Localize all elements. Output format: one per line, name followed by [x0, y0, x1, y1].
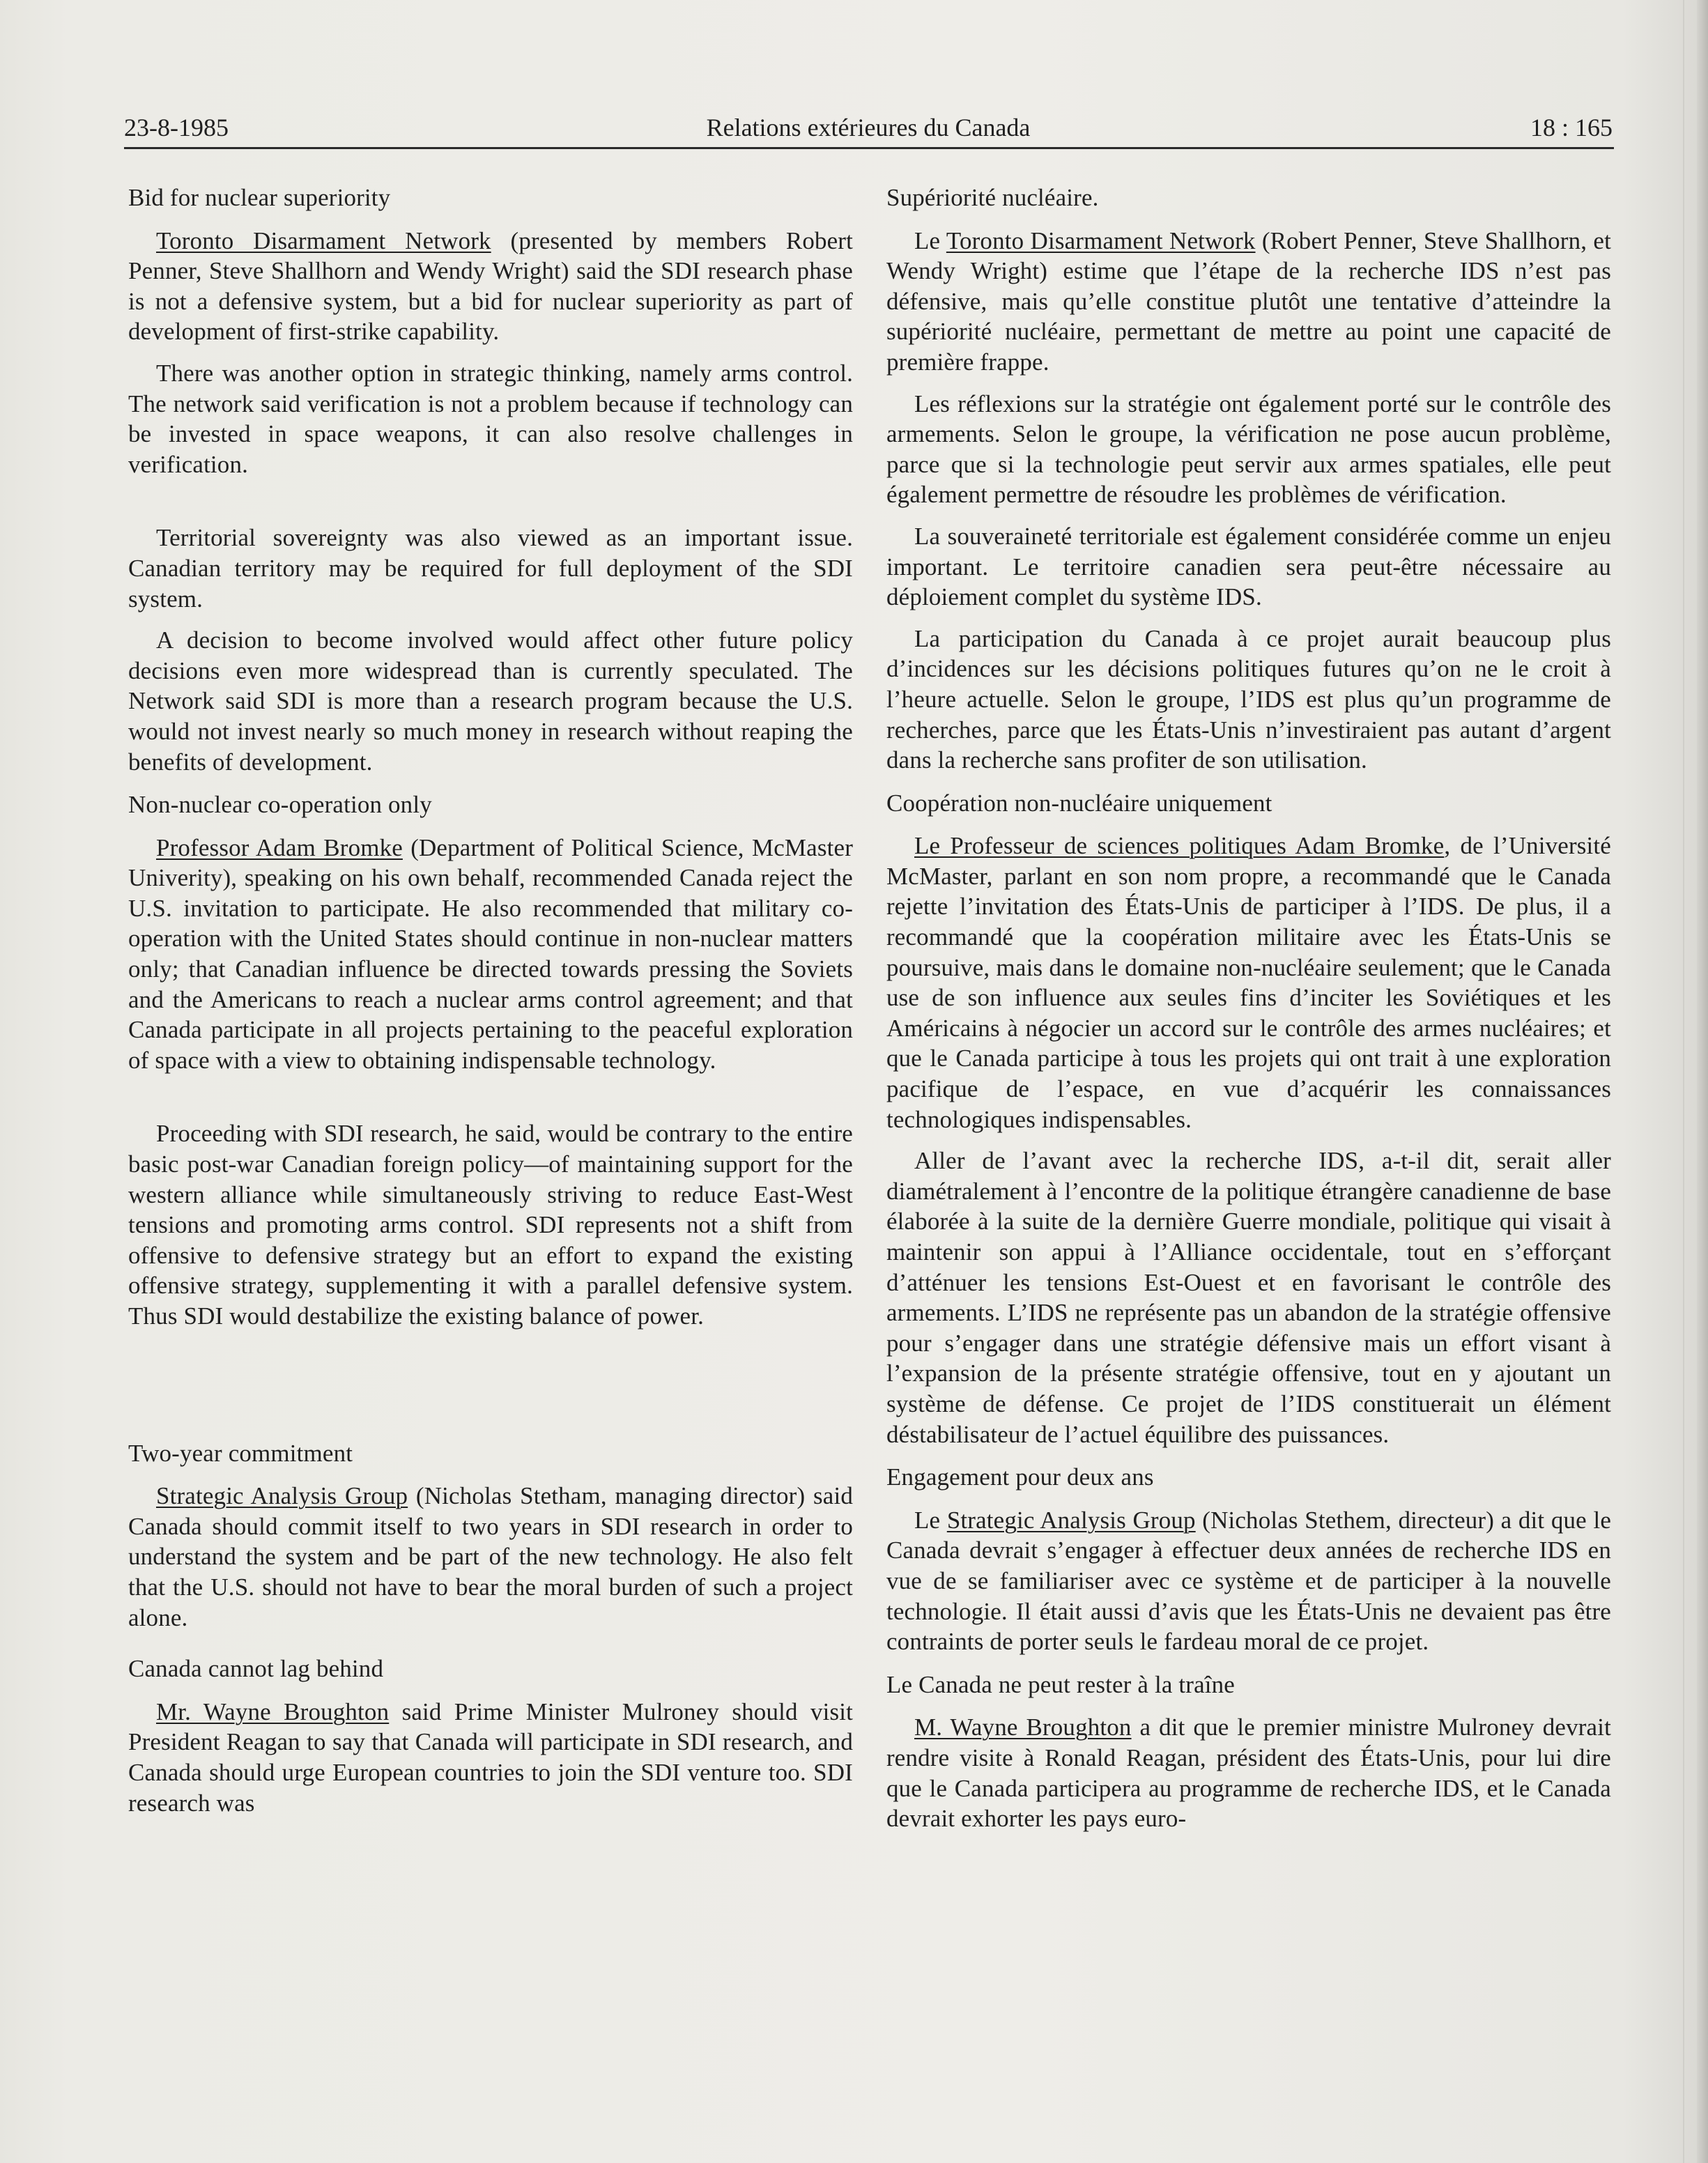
- paragraph-text: (Department of Political Science, McMaster Univerity), speaking on his own behalf, recommended Canada reject the U.S. invitation to participate. He also recommended that military co-operation with the United States should continue in non-nuclear matters only; that Canadian influence be directed towards pressing the Soviets and the Americans to reach a nuclear arms control agreement; and that Canada participate in all projects pertaining to the peaceful exploration of space with a view to obtaining indispensable technology.: [128, 833, 853, 1074]
- paragraph-controle-fr: Les réflexions sur la stratégie ont également porté sur le contrôle des armements. Selon le groupe, la vérification ne pose aucun problème, parce que si la technologie peut servir aux armes spatiales, elle peut également permettre de résoudre les problèmes de vérification.: [886, 390, 1611, 509]
- page-edge: [1697, 0, 1708, 2163]
- paragraph-tdn-fr: Le Toronto Disarmament Network (Robert Penner, Steve Shallhorn, et Wendy Wright) estime que l’étape de la recherche IDS n’est pas défensive, mais qu’elle constitue plutôt une tentative d’atteindre la supériorité nucléaire, permettant de mettre au point une capacité de première frappe.: [886, 226, 1611, 376]
- paragraph-text: (Robert Penner, Steve Shallhorn, et Wendy Wright) estime que l’étape de la recherche IDS n’est pas défensive, mais qu’elle constitue plutôt une tentative d’atteindre la supériorité nucléaire, permettant de mettre au point une capacité de première frappe.: [886, 226, 1611, 376]
- paragraph-broughton: [128, 1697, 853, 1818]
- header-page-number: 18 : 165: [1530, 114, 1613, 141]
- paragraph-strategic-analysis-fr: Le Strategic Analysis Group (Nicholas Stethem, directeur) a dit que le Canada devrait s’engager à effectuer deux années de recherche IDS en vue de se familiariser avec ce système et de participer à la nouvelle technologie. Il était aussi d’avis que les États-Unis ne devaient pas être contraints de porter seuls le fardeau moral de ce projet.: [886, 1506, 1611, 1656]
- paragraph-text: (Nicholas Stetham, managing director) said Canada should commit itself to two years in SDI research in order to understand the system and be part of the new technology. He also felt that the U.S. should not have to bear the moral burden of such a project alone.: [128, 1482, 854, 1631]
- paragraph-text: (Nicholas Stethem, directeur) a dit que le Canada devrait s’engager à effectuer deux années de recherche IDS en vue de se familiariser avec ce système et de participer à la nouvelle technologie. Il était aussi d’avis que les États-Unis ne devaient pas être contraints de porter seuls le fardeau moral de ce projet.: [886, 1506, 1611, 1656]
- paragraph-broughton-fr: [886, 1712, 1611, 1833]
- speaker-name: Le Professeur de sciences politiques Adam Bromke: [914, 832, 1445, 860]
- section-heading-cooperation: Coopération non-nucléaire uniquement: [886, 789, 1272, 817]
- section-heading-lag-behind: Canada cannot lag behind: [128, 1655, 384, 1683]
- speaker-name: Strategic Analysis Group: [946, 1506, 1196, 1534]
- header-rule: [124, 147, 1614, 149]
- paragraph-text: a dit que le premier ministre Mulroney devrait rendre visite à Ronald Reagan, président des États-Unis, pour lui dire que le Canada participera au programme de recherche IDS, et le Canada devrait exhorter les pays euro-: [886, 1714, 1611, 1833]
- section-heading-bid: Bid for nuclear superiority: [128, 184, 391, 211]
- paragraph-bromke: [128, 833, 853, 1076]
- speaker-name: Toronto Disarmament Network: [156, 226, 491, 254]
- section-heading-traine: Le Canada ne peut rester à la traîne: [886, 1670, 1235, 1698]
- speaker-name: M. Wayne Broughton: [914, 1714, 1132, 1741]
- speaker-name: Professor Adam Bromke: [156, 833, 403, 861]
- paragraph-tdn: [128, 226, 853, 347]
- paragraph-souverainete-fr: La souveraineté territoriale est également considérée comme un enjeu important. Le territoire canadien sera peut-être nécessaire au déploiement complet du système IDS.: [886, 522, 1611, 611]
- paragraph-strategic-analysis: [128, 1481, 853, 1633]
- paragraph-avant-fr: Aller de l’avant avec la recherche IDS, a-t-il dit, serait aller diamétralement à l’encontre de la politique étrangère canadienne de base élaborée à la suite de la dernière Guerre mondiale, politique qui visait à maintenir son appui à l’Alliance occidentale, tout en s’efforçant d’atténuer les tensions Est-Ouest et en favorisant le contrôle des armements. L’IDS ne représente pas un abandon de la stratégie offensive pour s’engager dans une stratégie défensive mais un effort visant à l’expansion de la présente stratégie offensive, tout en y ajoutant un système de défense. Ce projet de l’IDS constituerait un élément déstabilisateur de l’actuel équilibre des puissances.: [886, 1147, 1611, 1448]
- speaker-name: Strategic Analysis Group: [156, 1482, 408, 1510]
- section-heading-two-year: Two-year commitment: [128, 1439, 353, 1467]
- paragraph-bromke-fr: [886, 831, 1611, 1134]
- paragraph-arms-control: There was another option in strategic thinking, namely arms control. The network said verification is not a problem because if technology can be invested in space weapons, it can also resolve challenges in verification.: [128, 359, 853, 478]
- paragraph-text: , de l’Université McMaster, parlant en son nom propre, a recommandé que le Canada rejette l’invitation des États-Unis de participer à l’IDS. De plus, il a recommandé que la coopération militaire avec les États-Unis se poursuive, mais dans le domaine non-nucléaire seulement; que le Canada use de son influence aux seules fins d’inciter les Soviétiques et les Américains à négocier un accord sur le contrôle des armes nucléaires; et que le Canada participe à tous les projets qui ont trait à une exploration pacifique de l’espace, en vue d’acquérir les connaissances technologiques indispensables.: [886, 832, 1611, 1133]
- paragraph-sovereignty: Territorial sovereignty was also viewed as an important issue. Canadian territory may be required for full deployment of the SDI system.: [128, 524, 853, 613]
- section-heading-non-nuclear: Non-nuclear co-operation only: [128, 791, 432, 819]
- paragraph-decision: A decision to become involved would affect other future policy decisions even more widespread than is currently speculated. The Network said SDI is more than a research program because the U.S. would not invest nearly so much money in research without reaping the benefits of development.: [128, 626, 853, 776]
- speaker-name: Toronto Disarmament Network: [946, 226, 1256, 254]
- section-heading-superiorite: Supériorité nucléaire.: [886, 184, 1099, 211]
- section-heading-engagement: Engagement pour deux ans: [886, 1463, 1154, 1491]
- running-header: [124, 110, 1613, 145]
- speaker-name: Mr. Wayne Broughton: [156, 1698, 390, 1725]
- english-column: [128, 183, 853, 1818]
- paragraph-sdi-contrary: Proceeding with SDI research, he said, would be contrary to the entire basic post-war Canadian foreign policy—of maintaining support for the western alliance while simultaneously striving to reduce East-West tensions and promoting arms control. SDI represents not a shift from offensive to defensive strategy but an effort to expand the existing offensive strategy, supplementing it with a parallel defensive system. Thus SDI would destabilize the existing balance of power.: [128, 1120, 853, 1330]
- paragraph-text: said Prime Minister Mulroney should visit President Reagan to say that Canada will participate in SDI research, and Canada should urge European countries to join the SDI venture too. SDI research was: [128, 1698, 854, 1817]
- header-date: 23-8-1985: [124, 114, 229, 141]
- page-fold-line: [1683, 0, 1684, 2163]
- paragraph-participation-fr: La participation du Canada à ce projet aurait beaucoup plus d’incidences sur les décisions politiques futures qu’on ne le croit à l’heure actuelle. Selon le groupe, l’IDS est plus qu’un programme de recherches, parce que les États-Unis n’investiraient pas autant d’argent dans la recherche sans profiter de son utilisation.: [886, 624, 1611, 774]
- french-column: [886, 183, 1611, 1834]
- paragraph-text: (presented by members Robert Penner, Steve Shallhorn and Wendy Wright) said the SDI research phase is not a defensive system, but a bid for nuclear superiority as part of development of first-strike capability.: [128, 226, 853, 346]
- header-title: Relations extérieures du Canada: [706, 114, 1031, 141]
